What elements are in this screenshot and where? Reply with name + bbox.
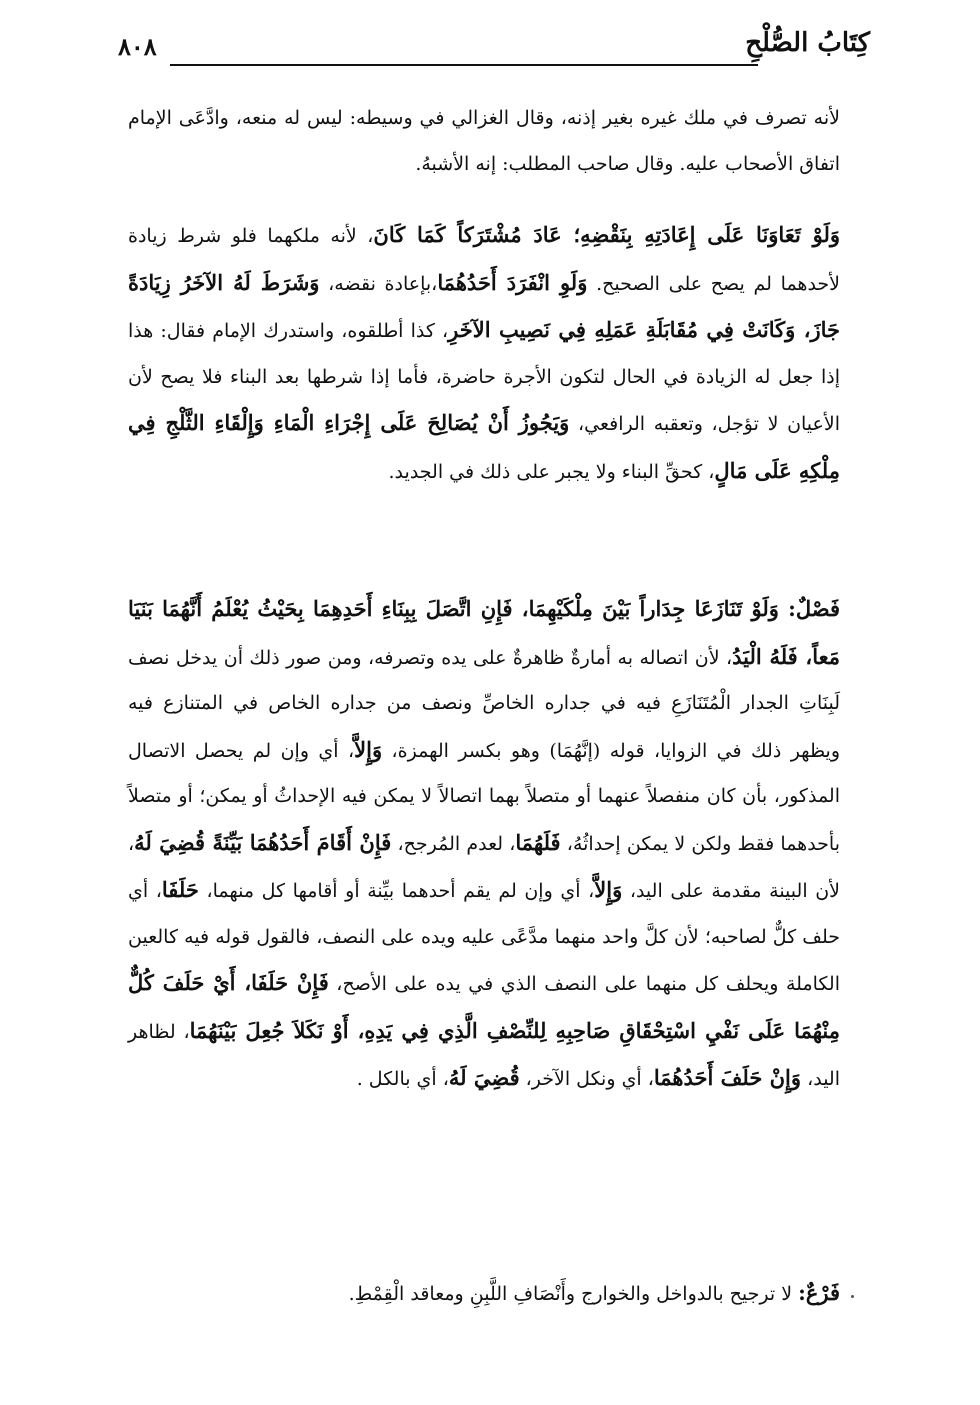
matn-text: وَإِنْ حَلَفَ أَحَدُهُمَا (653, 1065, 802, 1090)
commentary-text: ، لأن اتصاله به أمارةٌ ظاهرةٌ على يده وتصرفه، ومن صور ذلك أن يدخل نصف لَبِنَاتِ الجدار الْمُتَنَازَعِ فيه في جداره الخاصِّ ونصف من جداره الخاص في المتنازع فيه ويظهر ذلك في الزوايا، قوله (إنَّهُمَا) وهو بكسر الهمزة، (128, 646, 840, 762)
commentary-text: ، لظاهر اليد، (128, 1020, 840, 1090)
commentary-text: ، أي ونكل الآخر، (519, 1068, 654, 1090)
commentary-text: ، كحقِّ البناء ولا يجبر على ذلك في الجديد. (388, 460, 715, 483)
commentary-text: ، أي بالكل . (356, 1068, 449, 1090)
page-header (118, 28, 870, 72)
matn-text: فَلَهُمَا (515, 829, 561, 855)
commentary-text: ، أي حلف كلٌّ لصاحبه؛ لأن كلَّ واحد منهما مدَّعًى عليه ويده على النصف، فالقول قوله فيه كالعين الكاملة ويحلف كل منهما على النصف الذي في يده على الأصح، (128, 880, 840, 995)
commentary-text: ، كذا أطلقوه، واستدرك الإمام فقال: هذا إذا جعل له الزيادة في الحال لتكون الأجرة حاضرة، فأما إذا شرطها بعد البناء فلا يصح لأن الأعيان لا تؤجل، وتعقبه الرافعي، (128, 320, 840, 435)
matn-text: وَإِلاَّ (354, 736, 383, 762)
commentary-text: ، أي وإن لم يقم أحدهما بيِّنة أو أقامها كل منهما، (198, 880, 595, 902)
paragraph-3-section (128, 586, 840, 1103)
matn-text: وَإِلاَّ (594, 877, 623, 902)
matn-text: وَلَوْ تَعَاوَنَا عَلَى إِعَادَتِهِ بِنَقْضِهِ؛ عَادَ مُشْتَرَكاً كَمَا كَانَ (373, 222, 840, 247)
paragraph-1 (128, 96, 840, 187)
chapter-title: كِتَابُ الصُّلْحِ (745, 28, 870, 58)
matn-text: حَلَفَا (161, 877, 199, 902)
commentary-text: ، لأن البينة مقدمة على اليد، (128, 832, 840, 902)
commentary-text: لا ترجيح بالدواخل والخوارج وأَنْصَافِ اللَّبِنِ ومعاقد الْقِمْطِ. (348, 1283, 799, 1305)
matn-text: وَشَرَطَ لَهُ الآخَرُ زِيَادَةً جَازَ، وَكَانَتْ فِي مُقَابَلَةِ عَمَلِهِ فِي نَصِيبِ الآخَرِ (128, 269, 840, 342)
commentary-text: ،بإعادة نقضه، (319, 272, 438, 295)
commentary-text: ، لعدم المُرجح، (391, 832, 516, 855)
paragraph-2 (128, 212, 840, 495)
matn-text: وَيَجُوزُ أَنْ يُصَالِحَ عَلَى إِجْرَاءِ الْمَاءِ وَإِلْقَاءِ الثَّلْجِ فِي مِلْكِهِ عَلَى مَالٍ (128, 410, 840, 483)
matn-text: فَإِنْ حَلَفَا، أَيْ حَلَفَ كُلٌّ مِنْهُمَا عَلَى نَفْيِ اسْتِحْقَاقِ صَاحِبِهِ لِلنِّصْفِ الَّذِي فِي يَدِهِ، أَوْ نَكَلاَ جُعِلَ بَيْنَهُمَا (128, 970, 840, 1043)
matn-text: قُضِيَ لَهُ (448, 1065, 520, 1090)
section-heading-matn: فَصْلٌ: وَلَوْ تَنَازَعَا جِدَاراً بَيْنَ مِلْكَيْهِمَا، فَإِنِ اتَّصَلَ بِبِنَاءِ أَحَدِهِمَا بِحَيْثُ يُعْلَمُ أَنَّهُمَا بَنَيَا مَعاً، فَلَهُ الْيَدُ (128, 596, 840, 669)
commentary-text: لأنه تصرف في ملك غيره بغير إذنه، وقال الغزالي في وسيطه: ليس له منعه، وادَّعَى الإمام اتفاق الأصحاب عليه. وقال صاحب المطلب: إنه الأشبهُ. (128, 107, 840, 175)
matn-text: وَلَوِ انْفَرَدَ أَحَدُهُمَا (437, 269, 588, 295)
matn-text: فَإِنْ أَقَامَ أَحَدُهُمَا بَيِّنَةً قُضِيَ لَهُ (134, 829, 392, 855)
paragraph-4-branch (128, 1270, 840, 1318)
header-divider (170, 64, 758, 66)
page-number: ٨٠٨ (118, 32, 157, 61)
commentary-text: ، أي وإن لم يحصل الاتصال المذكور، بأن كان منفصلاً عنهما أو متصلاً بهما اتصالاً لا يمكن فيه الإحداثُ أو يمكن؛ أو متصلاً بأحدهما فقط ولكن لا يمكن إحداثُهُ، (128, 739, 840, 855)
branch-label: فَرْعٌ: (798, 1280, 840, 1305)
ink-dot (851, 1295, 854, 1298)
commentary-text: ، لأنه ملكهما فلو شرط زيادة لأحدهما لم يصح على الصحيح. (128, 225, 841, 295)
